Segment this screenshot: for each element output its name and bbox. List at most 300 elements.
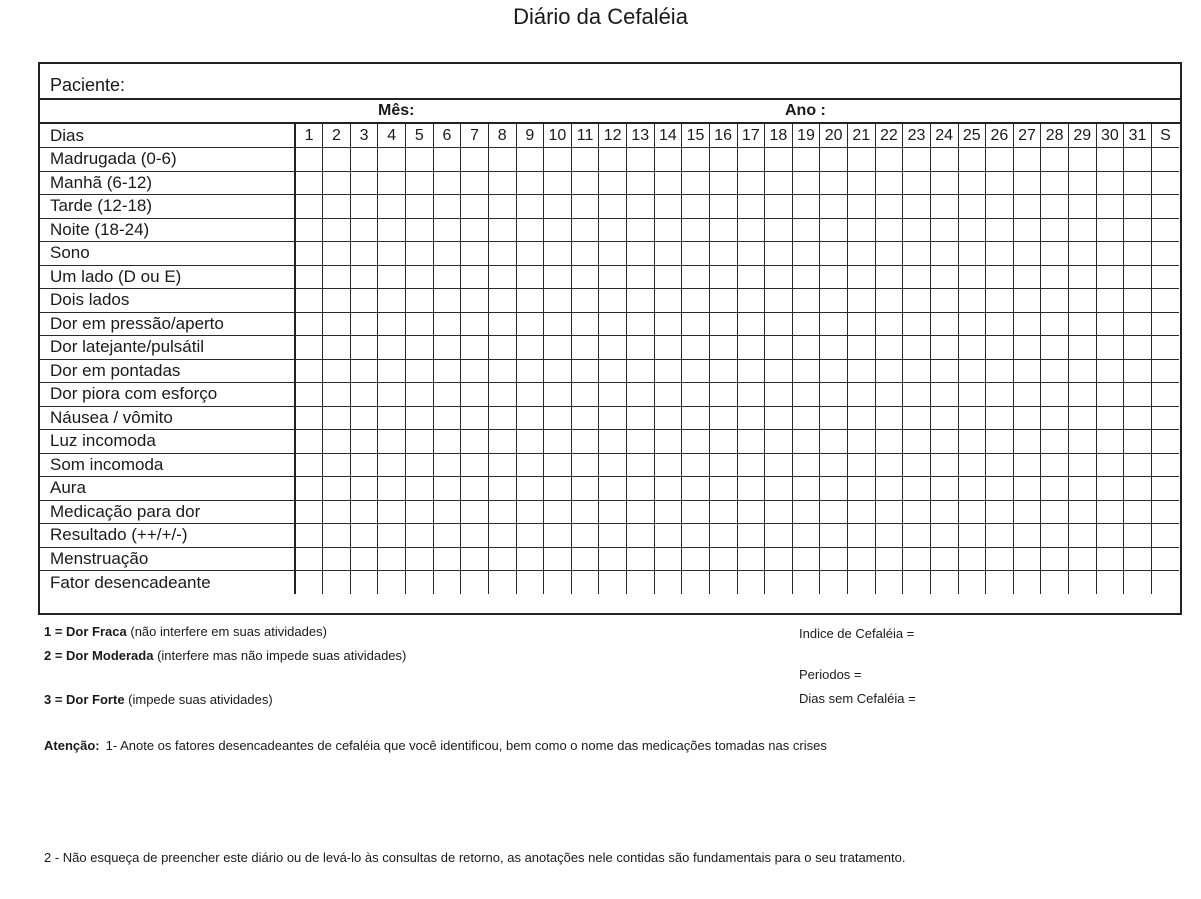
day-cell[interactable] [350, 336, 378, 360]
day-cell[interactable] [875, 171, 903, 195]
day-cell[interactable] [599, 242, 627, 266]
day-cell[interactable] [792, 242, 820, 266]
day-cell[interactable] [461, 265, 489, 289]
day-cell[interactable] [323, 500, 351, 524]
day-cell[interactable] [1069, 336, 1097, 360]
day-cell[interactable] [378, 359, 406, 383]
day-cell[interactable] [792, 148, 820, 172]
day-cell[interactable] [406, 383, 434, 407]
day-cell[interactable] [792, 406, 820, 430]
day-cell[interactable] [627, 430, 655, 454]
day-cell[interactable] [1124, 406, 1152, 430]
day-cell[interactable] [433, 406, 461, 430]
day-cell[interactable] [350, 195, 378, 219]
day-cell[interactable] [903, 524, 931, 548]
day-cell[interactable] [930, 265, 958, 289]
day-cell[interactable] [350, 524, 378, 548]
day-cell[interactable] [986, 383, 1014, 407]
day-cell[interactable] [516, 571, 544, 595]
day-cell[interactable] [323, 265, 351, 289]
day-cell[interactable] [875, 359, 903, 383]
day-cell[interactable] [903, 430, 931, 454]
day-cell[interactable] [765, 265, 793, 289]
day-cell[interactable] [986, 171, 1014, 195]
day-cell[interactable] [1124, 477, 1152, 501]
day-cell[interactable] [1096, 336, 1124, 360]
day-cell[interactable] [1013, 218, 1041, 242]
day-cell[interactable] [654, 524, 682, 548]
day-cell[interactable] [986, 477, 1014, 501]
day-cell[interactable] [295, 242, 323, 266]
day-cell[interactable] [571, 171, 599, 195]
day-cell[interactable] [599, 265, 627, 289]
day-cell[interactable] [378, 430, 406, 454]
day-cell[interactable] [544, 359, 572, 383]
day-cell[interactable] [709, 171, 737, 195]
day-cell[interactable] [930, 359, 958, 383]
day-cell[interactable] [1041, 359, 1069, 383]
day-cell[interactable] [378, 524, 406, 548]
day-cell[interactable] [433, 195, 461, 219]
day-cell[interactable] [654, 289, 682, 313]
day-cell[interactable] [1151, 500, 1179, 524]
day-cell[interactable] [682, 500, 710, 524]
day-cell[interactable] [875, 524, 903, 548]
day-cell[interactable] [323, 524, 351, 548]
day-cell[interactable] [820, 289, 848, 313]
day-cell[interactable] [682, 477, 710, 501]
day-cell[interactable] [848, 336, 876, 360]
day-cell[interactable] [737, 242, 765, 266]
day-cell[interactable] [682, 383, 710, 407]
day-cell[interactable] [848, 289, 876, 313]
day-cell[interactable] [875, 430, 903, 454]
day-cell[interactable] [488, 148, 516, 172]
day-cell[interactable] [930, 547, 958, 571]
day-cell[interactable] [516, 336, 544, 360]
day-cell[interactable] [433, 547, 461, 571]
day-cell[interactable] [378, 500, 406, 524]
day-cell[interactable] [820, 171, 848, 195]
day-cell[interactable] [350, 453, 378, 477]
day-cell[interactable] [875, 148, 903, 172]
day-cell[interactable] [682, 289, 710, 313]
day-cell[interactable] [544, 383, 572, 407]
day-cell[interactable] [1013, 500, 1041, 524]
day-cell[interactable] [875, 500, 903, 524]
day-cell[interactable] [544, 477, 572, 501]
day-cell[interactable] [875, 218, 903, 242]
day-cell[interactable] [709, 312, 737, 336]
day-cell[interactable] [406, 453, 434, 477]
day-cell[interactable] [599, 430, 627, 454]
day-cell[interactable] [350, 383, 378, 407]
day-cell[interactable] [820, 359, 848, 383]
day-cell[interactable] [1069, 242, 1097, 266]
day-cell[interactable] [958, 312, 986, 336]
day-cell[interactable] [654, 453, 682, 477]
day-cell[interactable] [1151, 289, 1179, 313]
day-cell[interactable] [820, 406, 848, 430]
day-cell[interactable] [765, 312, 793, 336]
day-cell[interactable] [1096, 430, 1124, 454]
day-cell[interactable] [986, 547, 1014, 571]
day-cell[interactable] [599, 547, 627, 571]
day-cell[interactable] [848, 406, 876, 430]
day-cell[interactable] [571, 336, 599, 360]
day-cell[interactable] [599, 383, 627, 407]
day-cell[interactable] [930, 406, 958, 430]
day-cell[interactable] [792, 500, 820, 524]
day-cell[interactable] [323, 406, 351, 430]
day-cell[interactable] [848, 571, 876, 595]
day-cell[interactable] [1151, 383, 1179, 407]
day-cell[interactable] [1096, 242, 1124, 266]
day-cell[interactable] [930, 336, 958, 360]
day-cell[interactable] [488, 359, 516, 383]
day-cell[interactable] [792, 336, 820, 360]
day-cell[interactable] [544, 430, 572, 454]
day-cell[interactable] [930, 453, 958, 477]
day-cell[interactable] [682, 148, 710, 172]
day-cell[interactable] [544, 500, 572, 524]
day-cell[interactable] [820, 218, 848, 242]
day-cell[interactable] [323, 547, 351, 571]
day-cell[interactable] [792, 218, 820, 242]
day-cell[interactable] [1096, 477, 1124, 501]
day-cell[interactable] [323, 195, 351, 219]
day-cell[interactable] [654, 265, 682, 289]
day-cell[interactable] [406, 524, 434, 548]
day-cell[interactable] [848, 453, 876, 477]
day-cell[interactable] [737, 524, 765, 548]
day-cell[interactable] [516, 359, 544, 383]
day-cell[interactable] [903, 242, 931, 266]
day-cell[interactable] [1096, 195, 1124, 219]
day-cell[interactable] [544, 195, 572, 219]
day-cell[interactable] [737, 406, 765, 430]
day-cell[interactable] [544, 547, 572, 571]
day-cell[interactable] [765, 571, 793, 595]
day-cell[interactable] [709, 218, 737, 242]
day-cell[interactable] [295, 524, 323, 548]
day-cell[interactable] [516, 524, 544, 548]
day-cell[interactable] [488, 289, 516, 313]
day-cell[interactable] [1096, 218, 1124, 242]
day-cell[interactable] [516, 383, 544, 407]
day-cell[interactable] [295, 500, 323, 524]
day-cell[interactable] [571, 430, 599, 454]
day-cell[interactable] [765, 406, 793, 430]
day-cell[interactable] [654, 571, 682, 595]
day-cell[interactable] [1013, 524, 1041, 548]
day-cell[interactable] [378, 148, 406, 172]
day-cell[interactable] [820, 383, 848, 407]
day-cell[interactable] [1013, 195, 1041, 219]
day-cell[interactable] [461, 477, 489, 501]
day-cell[interactable] [599, 406, 627, 430]
day-cell[interactable] [627, 453, 655, 477]
day-cell[interactable] [295, 312, 323, 336]
day-cell[interactable] [903, 453, 931, 477]
day-cell[interactable] [654, 547, 682, 571]
day-cell[interactable] [627, 289, 655, 313]
day-cell[interactable] [986, 218, 1014, 242]
day-cell[interactable] [350, 312, 378, 336]
day-cell[interactable] [295, 571, 323, 595]
day-cell[interactable] [350, 218, 378, 242]
day-cell[interactable] [295, 148, 323, 172]
day-cell[interactable] [378, 312, 406, 336]
day-cell[interactable] [792, 265, 820, 289]
day-cell[interactable] [1013, 336, 1041, 360]
day-cell[interactable] [682, 171, 710, 195]
day-cell[interactable] [1041, 289, 1069, 313]
day-cell[interactable] [986, 148, 1014, 172]
day-cell[interactable] [958, 171, 986, 195]
day-cell[interactable] [1013, 453, 1041, 477]
day-cell[interactable] [295, 430, 323, 454]
day-cell[interactable] [350, 430, 378, 454]
day-cell[interactable] [820, 524, 848, 548]
day-cell[interactable] [488, 195, 516, 219]
day-cell[interactable] [1041, 406, 1069, 430]
day-cell[interactable] [1041, 477, 1069, 501]
day-cell[interactable] [433, 500, 461, 524]
day-cell[interactable] [820, 477, 848, 501]
day-cell[interactable] [958, 477, 986, 501]
day-cell[interactable] [792, 359, 820, 383]
day-cell[interactable] [433, 453, 461, 477]
day-cell[interactable] [930, 430, 958, 454]
day-cell[interactable] [903, 218, 931, 242]
day-cell[interactable] [323, 336, 351, 360]
day-cell[interactable] [958, 453, 986, 477]
day-cell[interactable] [461, 312, 489, 336]
day-cell[interactable] [488, 242, 516, 266]
day-cell[interactable] [1069, 148, 1097, 172]
day-cell[interactable] [516, 289, 544, 313]
day-cell[interactable] [488, 383, 516, 407]
day-cell[interactable] [488, 218, 516, 242]
day-cell[interactable] [433, 524, 461, 548]
day-cell[interactable] [627, 242, 655, 266]
day-cell[interactable] [792, 477, 820, 501]
day-cell[interactable] [1151, 312, 1179, 336]
day-cell[interactable] [488, 336, 516, 360]
day-cell[interactable] [378, 171, 406, 195]
day-cell[interactable] [958, 289, 986, 313]
day-cell[interactable] [709, 336, 737, 360]
day-cell[interactable] [1069, 195, 1097, 219]
day-cell[interactable] [599, 171, 627, 195]
day-cell[interactable] [958, 218, 986, 242]
day-cell[interactable] [820, 571, 848, 595]
day-cell[interactable] [516, 430, 544, 454]
day-cell[interactable] [654, 171, 682, 195]
day-cell[interactable] [406, 500, 434, 524]
day-cell[interactable] [682, 359, 710, 383]
day-cell[interactable] [820, 453, 848, 477]
day-cell[interactable] [599, 289, 627, 313]
day-cell[interactable] [378, 265, 406, 289]
day-cell[interactable] [903, 477, 931, 501]
day-cell[interactable] [930, 524, 958, 548]
day-cell[interactable] [737, 430, 765, 454]
day-cell[interactable] [1069, 430, 1097, 454]
day-cell[interactable] [516, 312, 544, 336]
day-cell[interactable] [323, 148, 351, 172]
day-cell[interactable] [295, 171, 323, 195]
day-cell[interactable] [433, 383, 461, 407]
day-cell[interactable] [1096, 148, 1124, 172]
day-cell[interactable] [378, 242, 406, 266]
day-cell[interactable] [1151, 336, 1179, 360]
day-cell[interactable] [461, 383, 489, 407]
day-cell[interactable] [1069, 477, 1097, 501]
day-cell[interactable] [765, 218, 793, 242]
day-cell[interactable] [848, 430, 876, 454]
day-cell[interactable] [1069, 547, 1097, 571]
day-cell[interactable] [627, 148, 655, 172]
day-cell[interactable] [820, 312, 848, 336]
day-cell[interactable] [737, 453, 765, 477]
day-cell[interactable] [488, 524, 516, 548]
day-cell[interactable] [654, 312, 682, 336]
day-cell[interactable] [350, 500, 378, 524]
day-cell[interactable] [1069, 359, 1097, 383]
day-cell[interactable] [1041, 148, 1069, 172]
day-cell[interactable] [1124, 336, 1152, 360]
day-cell[interactable] [544, 242, 572, 266]
day-cell[interactable] [986, 336, 1014, 360]
day-cell[interactable] [406, 571, 434, 595]
day-cell[interactable] [848, 312, 876, 336]
day-cell[interactable] [378, 195, 406, 219]
day-cell[interactable] [627, 406, 655, 430]
day-cell[interactable] [875, 265, 903, 289]
day-cell[interactable] [350, 242, 378, 266]
day-cell[interactable] [1124, 171, 1152, 195]
day-cell[interactable] [958, 359, 986, 383]
day-cell[interactable] [323, 430, 351, 454]
day-cell[interactable] [930, 171, 958, 195]
day-cell[interactable] [986, 500, 1014, 524]
day-cell[interactable] [682, 453, 710, 477]
day-cell[interactable] [599, 477, 627, 501]
day-cell[interactable] [765, 477, 793, 501]
day-cell[interactable] [958, 547, 986, 571]
day-cell[interactable] [765, 430, 793, 454]
day-cell[interactable] [350, 571, 378, 595]
day-cell[interactable] [654, 500, 682, 524]
day-cell[interactable] [930, 571, 958, 595]
day-cell[interactable] [930, 148, 958, 172]
day-cell[interactable] [1013, 383, 1041, 407]
day-cell[interactable] [1041, 571, 1069, 595]
day-cell[interactable] [544, 453, 572, 477]
day-cell[interactable] [820, 148, 848, 172]
day-cell[interactable] [378, 289, 406, 313]
day-cell[interactable] [958, 195, 986, 219]
day-cell[interactable] [571, 477, 599, 501]
day-cell[interactable] [1124, 242, 1152, 266]
day-cell[interactable] [627, 571, 655, 595]
day-cell[interactable] [461, 242, 489, 266]
day-cell[interactable] [765, 500, 793, 524]
day-cell[interactable] [848, 195, 876, 219]
day-cell[interactable] [1013, 430, 1041, 454]
day-cell[interactable] [903, 148, 931, 172]
day-cell[interactable] [930, 289, 958, 313]
day-cell[interactable] [765, 524, 793, 548]
day-cell[interactable] [599, 336, 627, 360]
day-cell[interactable] [986, 406, 1014, 430]
day-cell[interactable] [516, 242, 544, 266]
day-cell[interactable] [654, 218, 682, 242]
day-cell[interactable] [323, 571, 351, 595]
day-cell[interactable] [654, 336, 682, 360]
day-cell[interactable] [1069, 500, 1097, 524]
day-cell[interactable] [1069, 289, 1097, 313]
day-cell[interactable] [958, 383, 986, 407]
day-cell[interactable] [820, 242, 848, 266]
day-cell[interactable] [406, 336, 434, 360]
day-cell[interactable] [1041, 336, 1069, 360]
day-cell[interactable] [1013, 312, 1041, 336]
day-cell[interactable] [488, 477, 516, 501]
day-cell[interactable] [1124, 430, 1152, 454]
day-cell[interactable] [1013, 242, 1041, 266]
day-cell[interactable] [627, 312, 655, 336]
day-cell[interactable] [737, 195, 765, 219]
day-cell[interactable] [792, 383, 820, 407]
day-cell[interactable] [903, 171, 931, 195]
day-cell[interactable] [875, 453, 903, 477]
day-cell[interactable] [737, 171, 765, 195]
day-cell[interactable] [1124, 571, 1152, 595]
day-cell[interactable] [1151, 453, 1179, 477]
day-cell[interactable] [958, 265, 986, 289]
day-cell[interactable] [406, 547, 434, 571]
day-cell[interactable] [406, 195, 434, 219]
day-cell[interactable] [930, 383, 958, 407]
day-cell[interactable] [986, 571, 1014, 595]
day-cell[interactable] [323, 171, 351, 195]
day-cell[interactable] [1096, 171, 1124, 195]
day-cell[interactable] [1151, 265, 1179, 289]
day-cell[interactable] [986, 289, 1014, 313]
day-cell[interactable] [1096, 289, 1124, 313]
day-cell[interactable] [848, 218, 876, 242]
day-cell[interactable] [516, 265, 544, 289]
day-cell[interactable] [682, 218, 710, 242]
day-cell[interactable] [295, 195, 323, 219]
day-cell[interactable] [709, 359, 737, 383]
day-cell[interactable] [958, 430, 986, 454]
day-cell[interactable] [1041, 383, 1069, 407]
day-cell[interactable] [654, 195, 682, 219]
day-cell[interactable] [461, 547, 489, 571]
day-cell[interactable] [295, 547, 323, 571]
day-cell[interactable] [461, 453, 489, 477]
day-cell[interactable] [1069, 406, 1097, 430]
day-cell[interactable] [378, 383, 406, 407]
day-cell[interactable] [599, 571, 627, 595]
day-cell[interactable] [295, 406, 323, 430]
day-cell[interactable] [1069, 171, 1097, 195]
day-cell[interactable] [1124, 453, 1152, 477]
